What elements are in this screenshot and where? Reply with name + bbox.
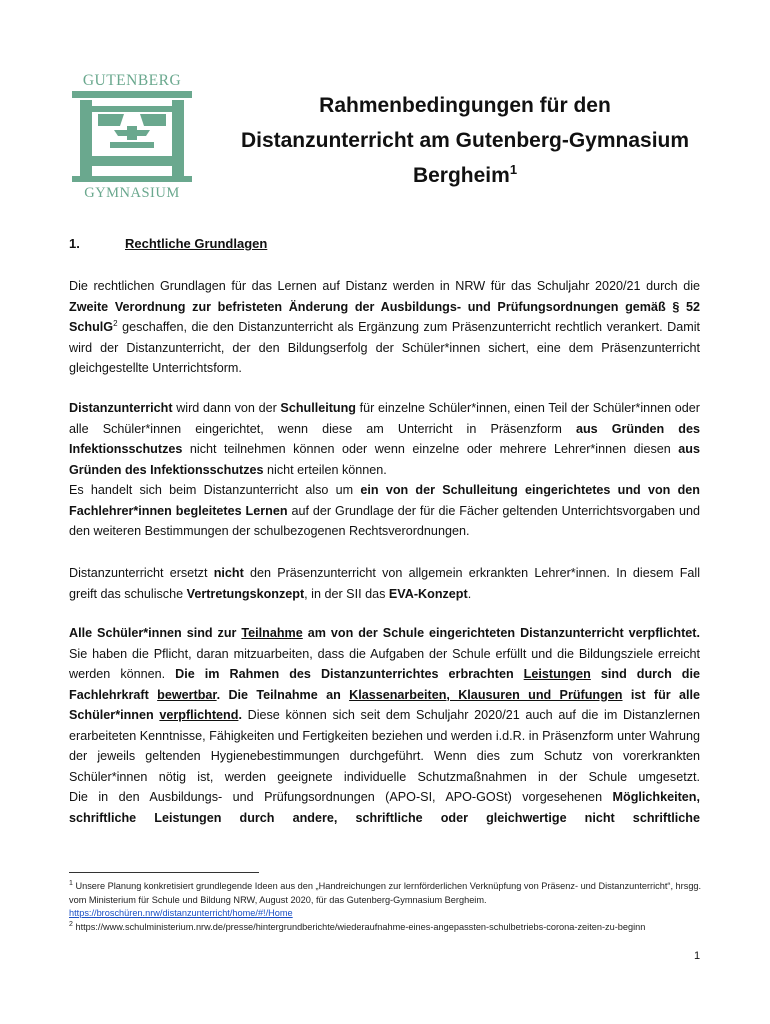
footnote-divider <box>69 872 259 873</box>
section-heading <box>69 236 267 251</box>
section-number: 1. <box>69 236 80 251</box>
page-number: 1 <box>694 950 701 962</box>
section-title: Rechtliche Grundlagen <box>125 236 268 251</box>
paragraph-legal-basis: Die rechtlichen Grundlagen für das Lernen auf Distanz werden in NRW für das Schuljahr 2020/21 durch die Zweite Verordnung zur befristeten Änderung der Ausbildungs- und Prüfungsordnungen gemäß § 52 SchulG$^2$ geschaffen, die den Distanzunterricht als Ergänzung zum Präsenzunterricht rechtlich verankert. Damit wird der Distanzunterricht, der den Bildungserfolg der Schüler*innen sichert, eine dem Präsenzunterricht gleichgestellte Unterrichtsform. <box>69 279 700 375</box>
title-line-3: Bergheim$^1$ <box>412 162 518 187</box>
title-line-2: Distanzunterricht am Gutenberg-Gymnasium <box>240 129 690 152</box>
footnote-1: $^1$ Unsere Planung konkretisiert grundlegende Ideen aus den „Handreichungen zur lernförderlichen Verknüpfung von Präsenz- und Distanzunterricht“, hrsgg. vom Ministerium für Schule und Bildung NRW, August 2020, für das Gutenberg-Gymnasium Bergheim. https://broschüren.nrw/distanzunterricht/home/#!/Home <box>69 879 702 918</box>
title-line-1: Rahmenbedingungen für den <box>319 94 611 117</box>
svg-text:GYMNASIUM: GYMNASIUM <box>84 185 180 200</box>
footnote-ref-2[interactable]: 2 <box>113 318 118 328</box>
footnote-1-link[interactable]: https://broschüren.nrw/distanzunterricht/home/#!/Home <box>69 908 293 918</box>
footnotes <box>69 880 709 934</box>
school-logo <box>68 70 196 200</box>
paragraph-distance-definition: Distanzunterricht wird dann von der Schulleitung für einzelne Schüler*innen, einen Teil der Schüler*innen oder alle Schüler*innen eingerichtet, wenn diese am Unterricht in Präsenzform aus Gründen des Infektionsschutzes nicht teilnehmen können oder wenn einzelne oder mehrere Lehrer*innen diesen aus Gründen des Infektionsschutzes nicht erteilen können. Es handelt sich beim Distanzunterricht also um ein von der Schulleitung eingerichtetes und von den Fachlehrer*innen begleitetes Lernen auf der Grundlage der für die Fächer geltenden Unterrichtsvorgaben und den weiteren Bestimmungen der schulbezogenen Rechtsverordnungen. <box>69 401 701 538</box>
footnote-2: $^2$ https://www.schulministerium.nrw.de/presse/hintergrundberichte/wiederaufnahme-eines-angepassten-schulbetriebs-corona-zeiten-zu-beginn <box>69 920 646 932</box>
svg-text:GUTENBERG: GUTENBERG <box>82 72 182 89</box>
footnote-ref-1[interactable]: 1 <box>509 162 518 177</box>
document-title <box>200 88 730 193</box>
printing-press-icon <box>68 70 196 200</box>
paragraph-participation: Alle Schüler*innen sind zur Teilnahme am von der Schule eingerichteten Distanzunterricht verpflichtet. Sie haben die Pflicht, daran mitzuarbeiten, dass die Aufgaben der Schule erfüllt und die Bildungsziele erreicht werden können. Die im Rahmen des Distanzunterrichtes erbrachten Leistungen sind durch die Fachlehrkraft bewertbar. Die Teilnahme an Klassenarbeiten, Klausuren und Prüfungen ist für alle Schüler*innen verpflichtend. Diese können sich seit dem Schuljahr 2020/21 auch auf die im Distanzlernen erarbeiteten Kenntnisse, Fähigkeiten und Fertigkeiten beziehen und werden i.d.R. in Präsenzform unter Wahrung der jeweils geltenden Hygienebestimmungen durchgeführt. Wenn dies zum Schutz von vorerkrankten Schüler*innen nötig ist, werden geeignete individuelle Schutzmaßnahmen in der Schule umgesetzt. Die in den Ausbildungs- und Prüfungsordnungen (APO-SI, APO-GOSt) vorgesehenen Möglichkeiten, schriftliche Leistungen durch andere, schriftliche oder gleichwertige nicht schriftliche <box>69 626 700 825</box>
paragraph-substitution: Distanzunterricht ersetzt nicht den Präsenzunterricht von allgemein erkrankten Lehrer*innen. In diesem Fall greift das schulische Vertretungskonzept, in der SII das EVA-Konzept. <box>69 566 700 601</box>
